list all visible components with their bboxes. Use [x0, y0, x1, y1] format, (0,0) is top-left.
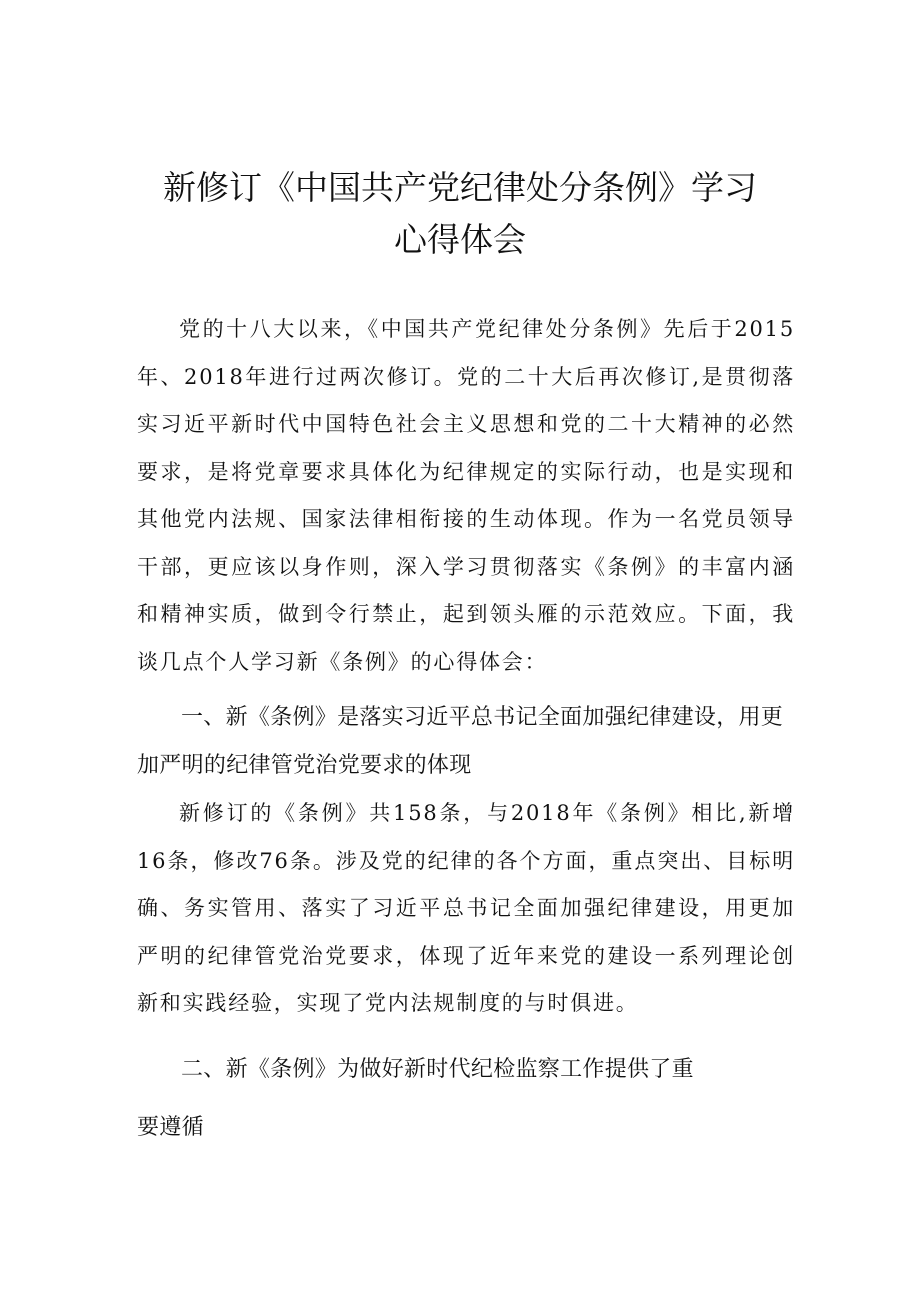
- body-paragraph-section-1: 新修订的《条例》共158条，与2018年《条例》相比,新增16条，修改76条。涉及党的纪律的各个方面，重点突出、目标明确、务实管用、落实了习近平总书记全面加强纪律建设，用更加严明的纪律管党治党要求，体现了近年来党的建设一系列理论创新和实践经验，实现了党内法规制度的与时俱进。: [137, 801, 795, 1015]
- section-heading-2-line-2: 要遵循: [137, 1115, 204, 1140]
- document-title-line-2: 心得体会: [394, 220, 526, 259]
- body-paragraph-intro: 党的十八大以来，《中国共产党纪律处分条例》先后于2015年、2018年进行过两次修订。党的二十大后再次修订,是贯彻落实习近平新时代中国特色社会主义思想和党的二十大精神的必然要求，是将党章要求具体化为纪律规定的实际行动，也是实现和其他党内法规、国家法律相衔接的生动体现。作为一名党员领导干部，更应该以身作则，深入学习贯彻落实《条例》的丰富内涵和精神实质，做到令行禁止，起到领头雁的示范效应。下面，我谈几点个人学习新《条例》的心得体会：: [137, 317, 795, 674]
- document-title-line-1: 新修订《中国共产党纪律处分条例》学习: [163, 168, 757, 207]
- section-heading-2-line-1: 二、新《条例》为做好新时代纪检监察工作提供了重: [181, 1057, 694, 1082]
- section-heading-1: 一、新《条例》是落实习近平总书记全面加强纪律建设，用更加严明的纪律管党治党要求的体现: [137, 705, 784, 778]
